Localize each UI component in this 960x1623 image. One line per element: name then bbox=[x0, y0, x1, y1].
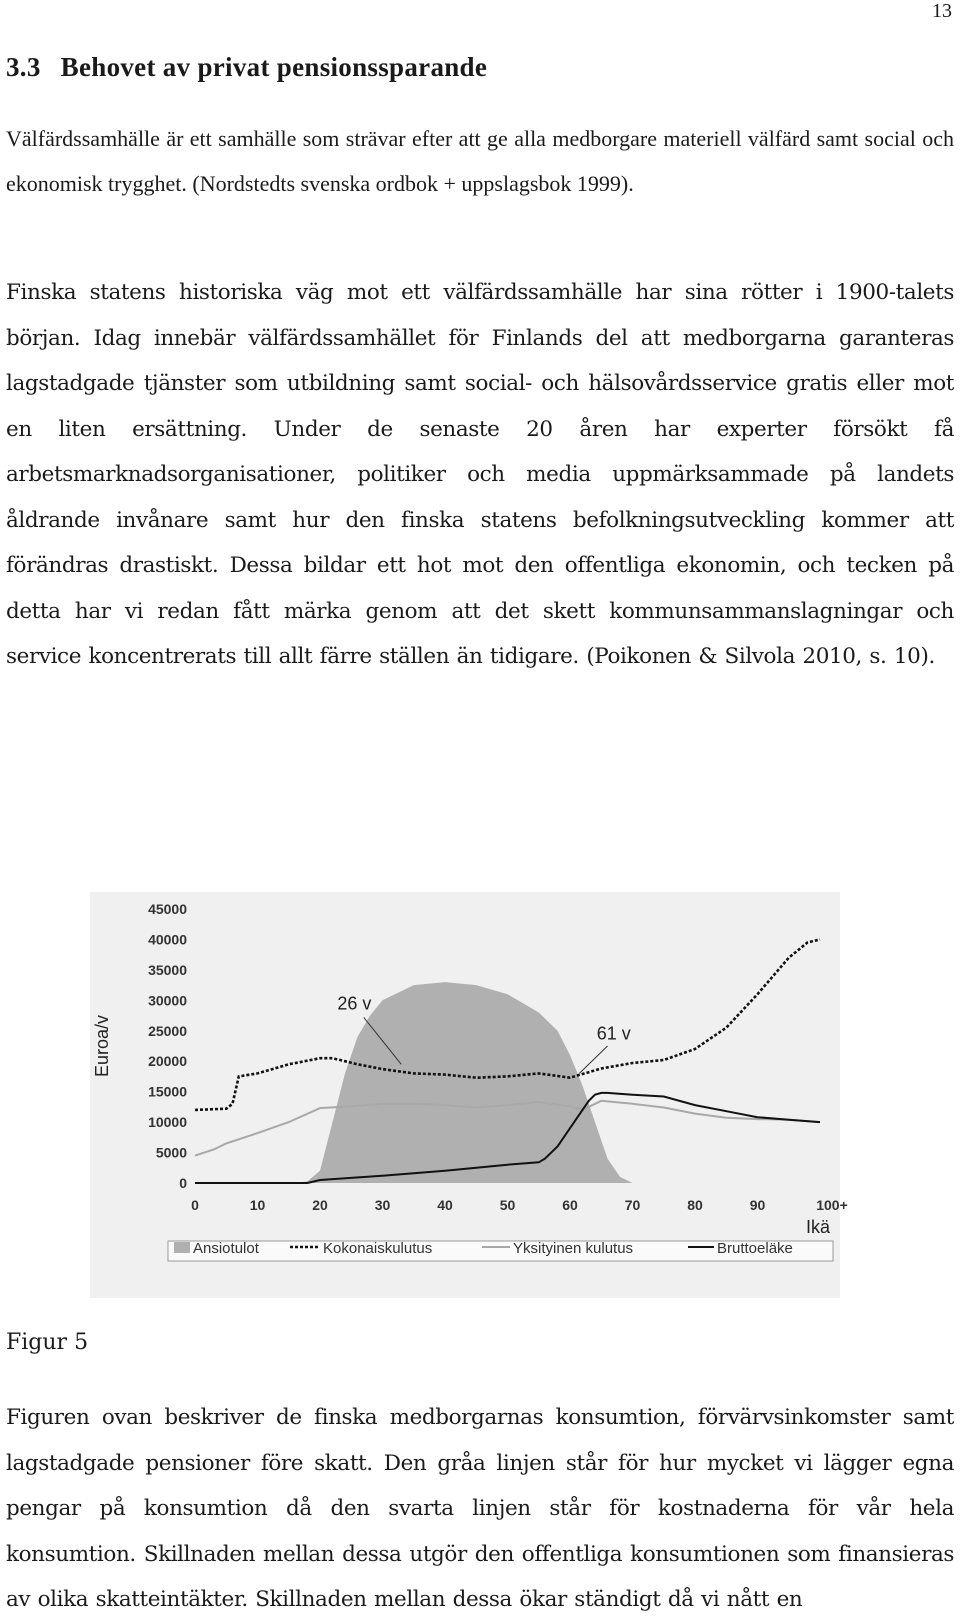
y-axis-label: Euroa/v bbox=[92, 1014, 112, 1078]
y-tick-label: 30000 bbox=[148, 992, 187, 1009]
legend-label-yksityinen-kulutus: Yksityinen kulutus bbox=[513, 1240, 634, 1257]
paragraph-figure-description: Figuren ovan beskriver de finska medborgarnas konsumtion, förvärvsinkomster samt lagstadgade pensioner före skatt. Den gråa linjen står för hur mycket vi lägger egna pengar på konsumtion då den svarta linjen står för kostnaderna för vår hela konsumtion. Skillnaden mellan dessa utgör den offentliga konsumtionen som finansieras av olika skatteintäkter. Skillnaden mellan dessa ökar ständigt då vi nått en bbox=[6, 1405, 954, 1612]
figure-chart bbox=[90, 892, 848, 1298]
x-tick-label: 10 bbox=[249, 1197, 266, 1213]
x-axis-label: Ikä bbox=[805, 1217, 831, 1237]
chart-svg bbox=[90, 892, 848, 1298]
legend-label-bruttoelake: Bruttoeläke bbox=[717, 1240, 793, 1257]
y-tick-label: 25000 bbox=[148, 1022, 187, 1039]
x-tick-label: 80 bbox=[687, 1197, 703, 1213]
series-ansiotulot-area bbox=[195, 982, 820, 1183]
section-number: 3.3 bbox=[6, 52, 41, 82]
x-tick-label: 60 bbox=[562, 1197, 578, 1213]
y-tick-label: 5000 bbox=[155, 1144, 187, 1161]
y-tick-label: 15000 bbox=[148, 1083, 187, 1100]
paragraph-definition: Välfärdssamhälle är ett samhälle som strävar efter att ge alla medborgare materiell välfärd samt social och ekonomisk trygghet. (Nordstedts svenska ordbok + uppslagsbok 1999). bbox=[6, 126, 954, 196]
y-tick-label: 20000 bbox=[148, 1053, 187, 1070]
x-tick-label: 90 bbox=[749, 1197, 766, 1213]
annotation-26v: 26 v bbox=[337, 993, 372, 1014]
y-tick-label: 45000 bbox=[148, 901, 187, 917]
x-tick-label: 50 bbox=[499, 1197, 516, 1213]
y-tick-label: 10000 bbox=[148, 1114, 187, 1131]
annotation-61v: 61 v bbox=[596, 1023, 631, 1044]
legend-label-kokonaiskulutus: Kokonaiskulutus bbox=[323, 1240, 433, 1257]
y-tick-label: 40000 bbox=[148, 931, 187, 948]
x-tick-label: 70 bbox=[624, 1197, 641, 1213]
paragraph-history: Finska statens historiska väg mot ett välfärdssamhälle har sina rötter i 1900-talets början. Idag innebär välfärdssamhället för Finlands del att medborgarna garanteras lagstadgade tjänster som utbildning samt social- och hälsovårdsservice gratis eller mot en liten ersättning. Under de senaste 20 åren har experter försökt få arbetsmarknadsorganisationer, politiker och media uppmärksammade på landets åldrande invånare samt hur den finska statens befolkningsutveckling kommer att förändras drastiskt. Dessa bildar ett hot mot den offentliga ekonomin, och tecken på detta har vi redan fått märka genom att det skett kommunsammanslagningar och service koncentrerats till allt färre ställen än tidigare. (Poikonen & Silvola 2010, s. 10). bbox=[6, 280, 954, 669]
x-tick-label: 40 bbox=[437, 1197, 453, 1213]
x-tick-label: 20 bbox=[312, 1197, 328, 1213]
y-tick-label: 35000 bbox=[148, 961, 187, 978]
x-tick-label: 0 bbox=[191, 1197, 199, 1213]
section-heading bbox=[6, 52, 487, 83]
section-title: Behovet av privat pensionssparande bbox=[60, 52, 488, 82]
legend-swatch-ansiotulot bbox=[174, 1242, 190, 1253]
page-number: 13 bbox=[932, 0, 952, 22]
y-tick-label: 0 bbox=[179, 1175, 187, 1191]
legend-label-ansiotulot: Ansiotulot bbox=[193, 1240, 259, 1257]
x-tick-label: 30 bbox=[374, 1197, 391, 1213]
x-tick-label: 100+ bbox=[816, 1197, 848, 1213]
figure-caption: Figur 5 bbox=[6, 1330, 89, 1355]
